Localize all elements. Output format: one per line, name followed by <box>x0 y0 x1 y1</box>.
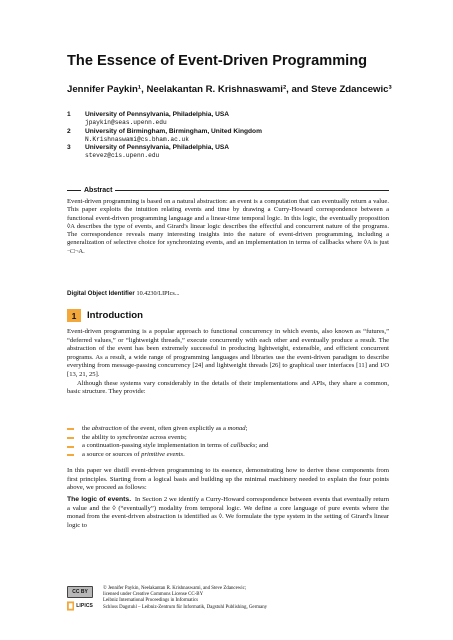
abstract-label: Abstract <box>84 187 113 194</box>
intro-body <box>67 328 389 397</box>
intro-paragraph: Although these systems vary considerably in the details of their implementations and APIs, they share a common, basic structure. They provide: <box>67 379 389 396</box>
bullet-dash-icon <box>67 454 74 456</box>
logic-paragraph <box>67 496 389 530</box>
doi-line <box>67 290 179 297</box>
lipics-logo <box>67 600 93 612</box>
lipics-wordmark: LIPICS <box>76 603 93 609</box>
intro-paragraph: Event-driven programming is a popular approach to functional concurrency in which events, also known as “futures,” “deferred values,” or “lightweight threads,” execute concurrently with each other and eventually produce a result. The abstraction of the event has been extremely successful in producing lightweight, extensible, and efficient concurrent programs. As a result, a wide range of programming languages and libraries use the event-driven paradigm to describe everything from message-passing concurrency [24] and lightweight threads [26] to graphical user interfaces [11] and I/O [13, 21, 25]. <box>67 328 389 378</box>
affiliation-email: N.Krishnaswami@cs.bham.ac.uk <box>85 135 189 143</box>
author-list: Jennifer Paykin¹, Neelakantan R. Krishnaswami², and Steve Zdancewic³ <box>67 84 392 95</box>
bullet-dash-icon <box>67 428 74 430</box>
license-footer <box>67 586 397 614</box>
affiliation-item <box>67 111 397 127</box>
affiliation-email: jpaykin@seas.upenn.edu <box>85 119 167 127</box>
affiliation-number: 2 <box>67 127 71 135</box>
intro-paragraph: In this paper we distill event-driven programming to its essence, demonstrating how to derive these components from first principles. Starting from a logical basis and building up the minimal machinery needed to explain the four points above, we proceed as follows: <box>67 467 389 492</box>
bullet-dash-icon <box>67 437 74 439</box>
affiliation-name: University of Birmingham, Birmingham, United Kingdom <box>85 127 262 135</box>
doi-label: Digital Object Identifier <box>67 290 135 297</box>
list-item: a source or sources of primitive events. <box>67 451 389 460</box>
section-heading <box>67 309 143 322</box>
affiliation-item <box>67 128 397 144</box>
affiliation-number: 1 <box>67 111 71 118</box>
intro-body-continued <box>67 467 389 493</box>
section-title: Introduction <box>87 310 143 321</box>
abstract-rule-left <box>67 190 81 191</box>
affiliation-email: stevez@cis.upenn.edu <box>85 152 160 160</box>
creative-commons-logo: CC BY <box>67 586 93 598</box>
list-item: the ability to synchronize across events; <box>67 434 389 443</box>
list-item: the abstraction of the event, often given explicitly as a monad; <box>67 425 389 434</box>
section-number-badge: 1 <box>67 309 81 322</box>
affiliation-item <box>67 144 397 160</box>
license-text: © Jennifer Paykin, Neelakantan R. Krishnaswami, and Steve Zdancewic; licensed under Creative Commons License CC-BY Leibniz International Proceedings in Informatics Schloss Dagstuhl – Leibniz-Zentrum für Informatik, Dagstuhl Publishing, Germany <box>103 586 268 610</box>
paragraph-text: In Section 2 we identify a Curry-Howard correspondence between events that eventually return a value and the ◊ (“eventually”) modality from temporal logic. We define a core language of pure events where the monad from the event-driven abstraction is identified as ◊. We formulate the type system in the setting of Girard's linear logic to <box>67 496 390 529</box>
affiliation-list <box>67 111 397 161</box>
bullet-dash-icon <box>67 446 74 448</box>
paper-title: The Essence of Event-Driven Programming <box>67 53 368 69</box>
abstract-rule-right <box>115 190 389 191</box>
affiliation-number: 3 <box>67 144 71 152</box>
abstract-heading <box>67 187 389 194</box>
list-item: a continuation-passing style implementation in terms of callbacks; and <box>67 442 389 451</box>
paragraph-heading: The logic of events. <box>67 496 132 503</box>
abstract-text: Event-driven programming is based on a natural abstraction: an event is a computation that can eventually return a value. This paper exploits the intuition relating events and time by drawing a Curry-Howard correspondence between a functional event-driven programming language and a linear-time temporal logic. In this logic, the eventually proposition ◊A describes the type of events, and Girard's linear logic describes the effectful and concurrent nature of the programs. The correspondence reveals many interesting insights into the nature of event-driven programming, including a generalization of selective choice for synchronizing events, and an implementation in terms of callbacks where ◊A is just ¬□¬A. <box>67 198 389 255</box>
lipics-mark-icon <box>67 601 74 611</box>
affiliation-name: University of Pennsylvania, Philadelphia, USA <box>85 111 230 118</box>
affiliation-name: University of Pennsylvania, Philadelphia, USA <box>85 144 230 152</box>
feature-list <box>67 425 389 460</box>
doi-link[interactable]: 10.4230/LIPIcs... <box>136 290 180 297</box>
